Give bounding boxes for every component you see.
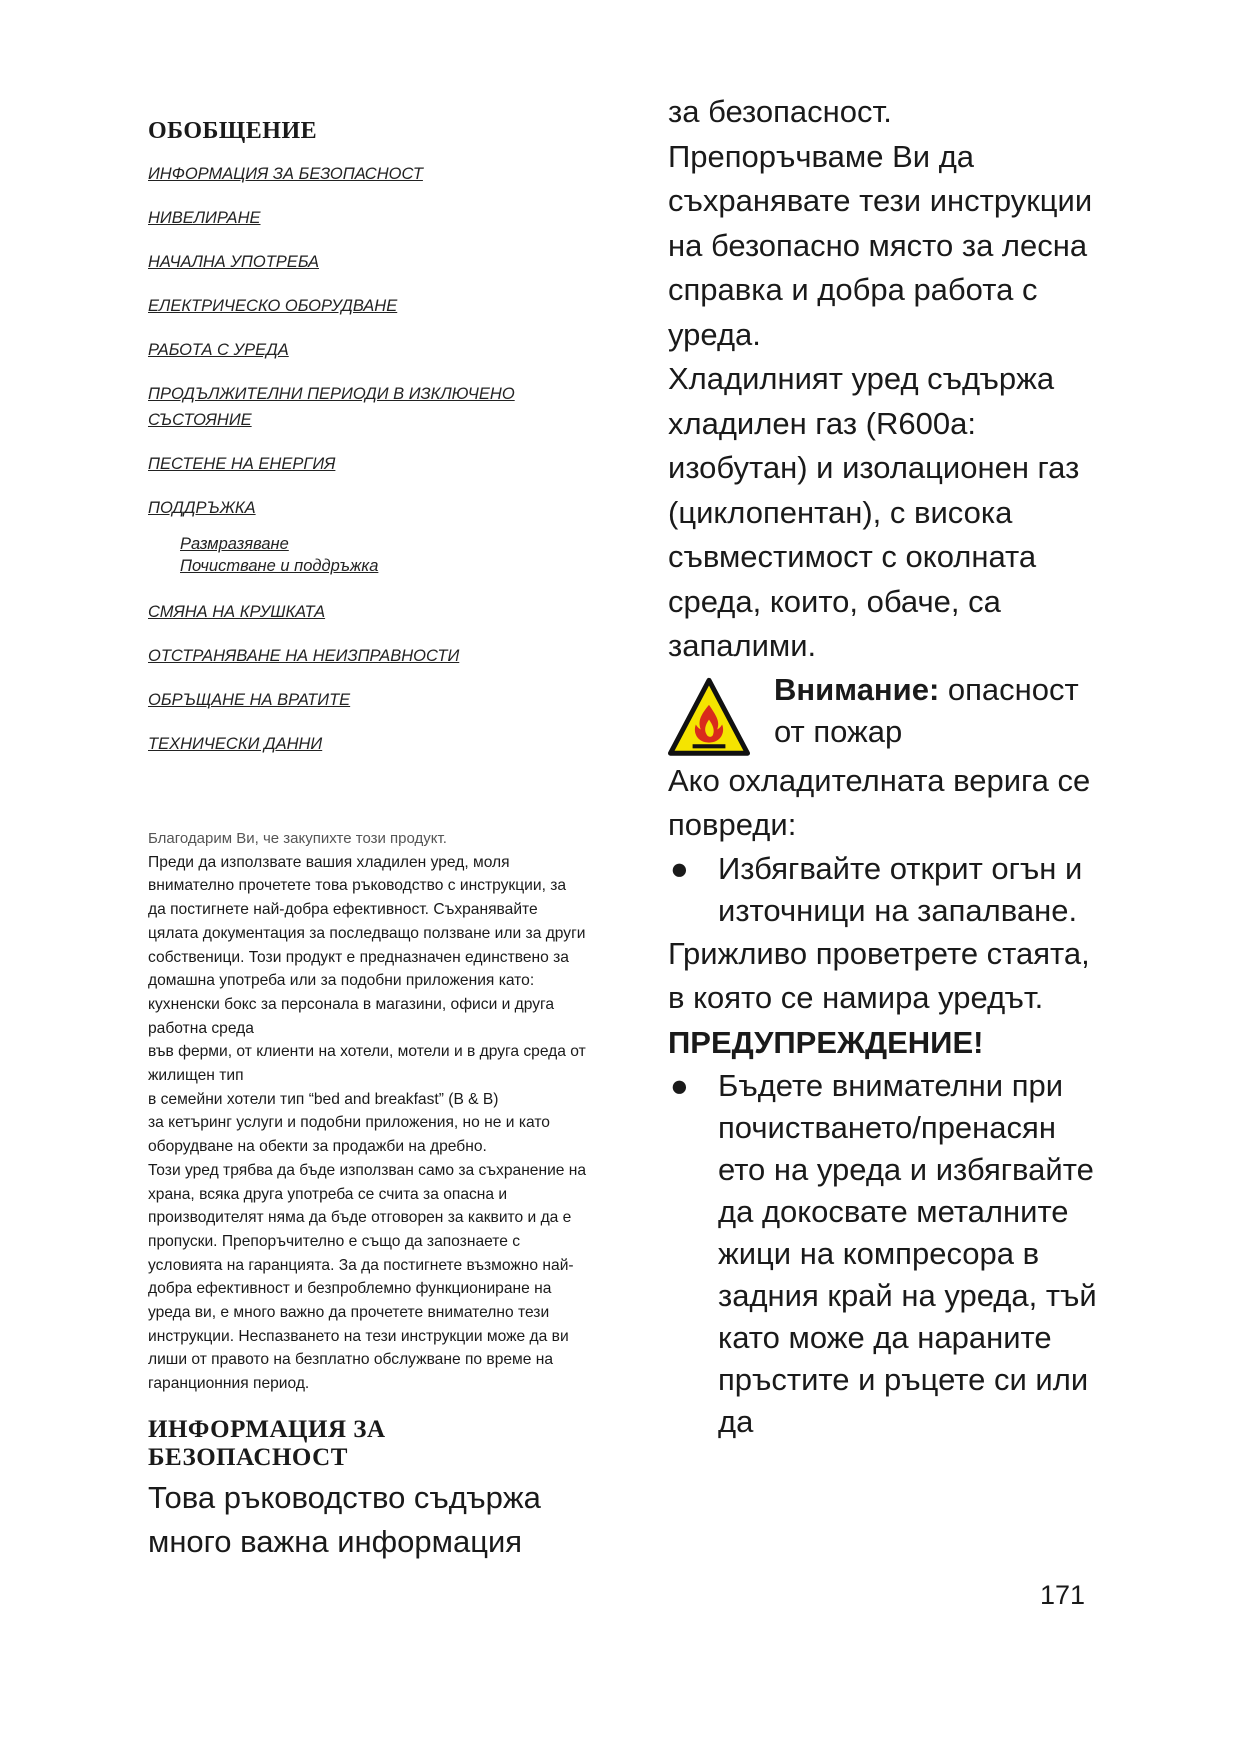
- toc-item: [148, 337, 588, 363]
- toc-link-troubleshooting[interactable]: ОТСТРАНЯВАНЕ НА НЕИЗПРАВНОСТИ: [148, 647, 460, 665]
- toc-link-leveling[interactable]: НИВЕЛИРАНЕ: [148, 209, 261, 227]
- toc-item: [148, 731, 588, 757]
- intro-section: [148, 827, 588, 1396]
- toc-link-tech-data[interactable]: ТЕХНИЧЕСКИ ДАННИ: [148, 735, 323, 753]
- toc-link-defrosting[interactable]: Размразяване: [180, 535, 289, 553]
- ventilate-text: Грижливо проветрете стаята, в която се намира уредът.: [668, 935, 1090, 1015]
- fire-hazard-icon: [668, 677, 750, 759]
- toc-item: [148, 599, 588, 625]
- page-number: 171: [1040, 1580, 1086, 1610]
- toc-item: [148, 687, 588, 713]
- toc-item: [148, 381, 588, 433]
- toc-item: [148, 451, 588, 477]
- bullet-text: Избягвайте открит огън и източници на запалване.: [718, 850, 1083, 928]
- intro-usage-2: във ферми, от клиенти на хотели, мотели и в друга среда от жилищен тип: [148, 1043, 586, 1085]
- intro-usage-3: в семейни хотели тип “bed and breakfast” (B & B): [148, 1090, 499, 1108]
- toc-link-off-periods[interactable]: ПРОДЪЛЖИТЕЛНИ ПЕРИОДИ В ИЗКЛЮЧЕНО СЪСТОЯНИЕ: [148, 385, 515, 429]
- toc-subitem: [180, 553, 588, 579]
- bullet-item: [668, 848, 1108, 932]
- fire-warning: [668, 669, 1108, 759]
- toc-link-door-reversal[interactable]: ОБРЪЩАНЕ НА ВРАТИТЕ: [148, 691, 351, 709]
- fire-warning-text: [774, 669, 1108, 753]
- toc-link-operation[interactable]: РАБОТА С УРЕДА: [148, 341, 289, 359]
- safety-paragraph-1: за безопасност. Препоръчваме Ви да съхранявате тези инструкции на безопасно място за лесна справка и добра работа с уреда.: [668, 94, 1093, 352]
- bullet-icon: ●: [670, 1068, 689, 1103]
- toc-link-first-use[interactable]: НАЧАЛНА УПОТРЕБА: [148, 253, 320, 271]
- toc-item: [148, 249, 588, 275]
- intro-thanks: Благодарим Ви, че закупихте този продукт.: [148, 830, 447, 847]
- intro-paragraph-2: Този уред трябва да бъде използван само за съхранение на храна, всяка друга употреба се счита за опасна и производителят няма да бъде отговорен за каквито и да е пропуски. Препоръчително е също да запознаете с условията на гаранцията. За да постигнете възможно най-добра ефективност и безпроблемно функциониране на уреда ви, е много важно да прочетете внимателно тези инструкции. Неспазването на тези инструкции може да ви лиши от правото на безплатно обслужване по време на гаранционния период.: [148, 1161, 587, 1393]
- warning-description: опасност от пожар: [774, 671, 1079, 749]
- warning-heading: ПРЕДУПРЕЖДЕНИЕ!: [668, 1024, 984, 1060]
- safety-section-title: ИНФОРМАЦИЯ ЗА БЕЗОПАСНОСТ: [148, 1415, 386, 1471]
- warning-label: Внимание:: [774, 671, 940, 707]
- toc-link-energy-saving[interactable]: ПЕСТЕНЕ НА ЕНЕРГИЯ: [148, 455, 336, 473]
- safety-lead-text: Това ръководство съдържа много важна информация: [148, 1479, 541, 1559]
- bullet-item: [668, 1065, 1108, 1443]
- toc-link-bulb[interactable]: СМЯНА НА КРУШКАТА: [148, 603, 326, 621]
- refrigerant-circuit-text: Ако охладителната верига се повреди:: [668, 762, 1091, 842]
- right-column: [668, 90, 1108, 1443]
- toc-item: [148, 495, 588, 521]
- toc-item: [148, 643, 588, 669]
- toc-item: [148, 293, 588, 319]
- intro-usage-4: за кетъринг услуги и подобни приложения, но не и като оборудване на обекти за продажби на дребно.: [148, 1114, 550, 1156]
- table-of-contents: [148, 161, 588, 757]
- toc-link-safety[interactable]: ИНФОРМАЦИЯ ЗА БЕЗОПАСНОСТ: [148, 165, 423, 183]
- intro-usage-1: кухненски бокс за персонала в магазини, офиси и друга работна среда: [148, 995, 555, 1037]
- toc-item: [148, 161, 588, 187]
- left-column: [148, 118, 588, 1564]
- bullet-text: Бъдете внимателни при почистването/пренасян ето на уреда и избягвайте да докосвате металните жици на компресора в задния край на уреда, тъй като може да нараните пръстите и ръцете си или да: [718, 1068, 1097, 1439]
- toc-item: [148, 205, 588, 231]
- bullet-icon: ●: [670, 850, 689, 886]
- intro-paragraph: Преди да използвате вашия хладилен уред, моля внимателно прочетете това ръководство с инструкции, за да постигнете най-добра ефективност. Съхранявайте цялата документация за последващо ползване или за други собственици. Този продукт е предназначен единствено за домашна употреба или за подобни приложения като:: [148, 853, 586, 990]
- safety-paragraph-2: Хладилният уред съдържа хладилен газ (R600a: изобутан) и изолационен газ (циклопентан), с висока съвместимост с околната среда, които, обаче, са запалими.: [668, 361, 1080, 663]
- toc-link-maintenance[interactable]: ПОДДРЪЖКА: [148, 499, 256, 517]
- toc-link-cleaning[interactable]: Почистване и поддръжка: [180, 557, 379, 575]
- toc-link-electrical[interactable]: ЕЛЕКТРИЧЕСКО ОБОРУДВАНЕ: [148, 297, 398, 315]
- toc-title: ОБОБЩЕНИЕ: [148, 118, 318, 144]
